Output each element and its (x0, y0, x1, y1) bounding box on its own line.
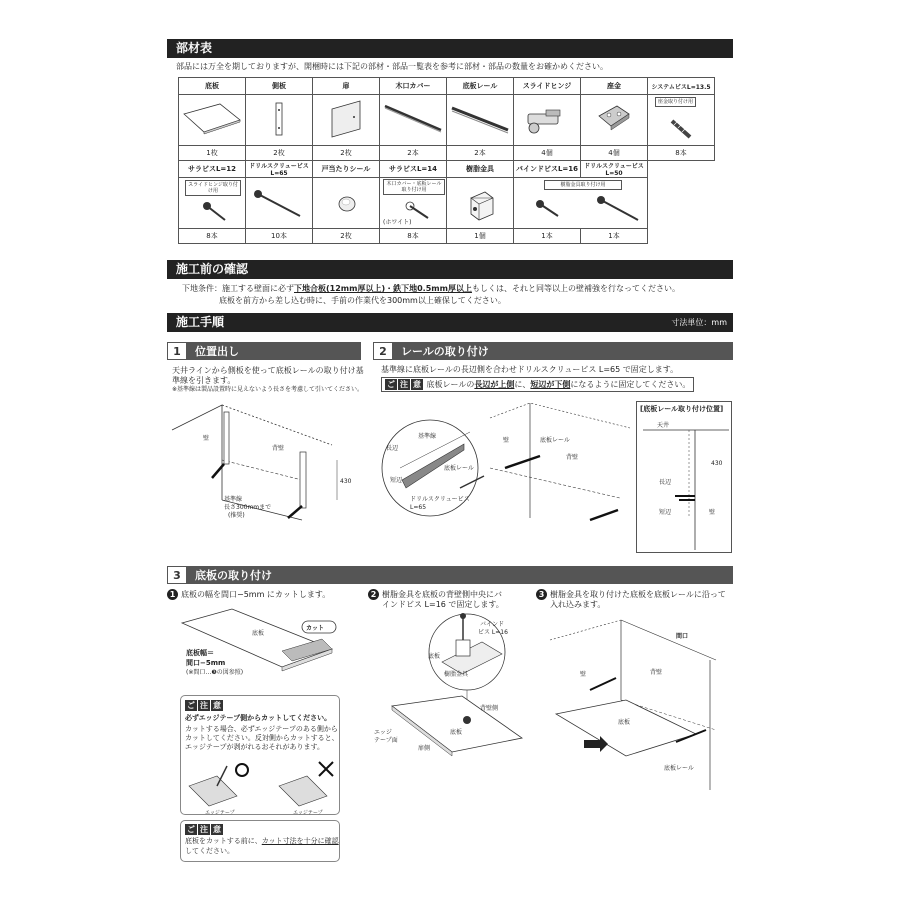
step-number: 2 (373, 342, 393, 360)
part-qty: 1本 (581, 229, 648, 244)
sub-step-text: 樹脂金具を取り付けた底板を底板レールに沿って (550, 590, 726, 599)
sub-step-text: 樹脂金具を底板の背壁側中央にバ (382, 590, 502, 599)
parts-qty-row-2 (179, 229, 715, 244)
parts-header-row-2 (179, 161, 715, 178)
part-qty: 2枚 (246, 146, 313, 161)
rail-position-title: [底板レール取り付け位置] (640, 405, 724, 413)
sub-step-text: 底板の幅を間口−5mm にカットします。 (181, 590, 331, 599)
part-note: 木口カバー・底板レール取り付け用 (383, 179, 445, 195)
part-image (179, 95, 246, 146)
precheck-header (167, 260, 733, 279)
label-wall: 壁 (203, 435, 210, 442)
rail-position-box (636, 401, 732, 553)
step-3-3-diagram (546, 620, 726, 800)
caution-chip: 注 (200, 701, 208, 710)
label-edge-tape: エッジテープ (205, 810, 235, 816)
side-panel-icon (270, 100, 290, 140)
label-wall: 壁 (580, 671, 587, 678)
part-image (246, 178, 313, 229)
step-number: 3 (167, 566, 187, 584)
step-3-sub-2-cont: インドビス L=16 で固定します。 (382, 600, 504, 609)
caution-body: エッジテープが剥がれるおそれがあります。 (185, 743, 324, 751)
label-width-value: 間口−5mm (186, 659, 226, 667)
caution-chips (185, 824, 224, 835)
part-image (246, 95, 313, 146)
sub-step-number: 2 (368, 589, 379, 600)
part-shared-note: 樹脂金具取り付け用 (544, 180, 622, 190)
label-base-line: 基準線 (418, 433, 437, 440)
caution-emphasis: カット寸法を十分に確認 (261, 837, 339, 845)
drill-screw-icon (252, 184, 308, 224)
part-name: サラビスL=14 (380, 161, 447, 178)
label-bind-screw: ビス L=16 (478, 629, 508, 636)
label-rail-2: 底板レール (540, 437, 570, 444)
caution-chips (185, 700, 224, 711)
part-sub: (ホワイト) (383, 219, 412, 226)
bind-screw-icon (534, 196, 564, 222)
part-image (447, 95, 514, 146)
part-image (380, 95, 447, 146)
step-1-header (167, 342, 361, 360)
label-screw: ドリルスクリュービス (410, 496, 470, 503)
step-title: 位置出し (195, 345, 239, 358)
label-board: 底板 (618, 719, 631, 726)
parts-image-row-1 (179, 95, 715, 146)
label-dimension: 430 (340, 478, 352, 485)
shelf-board-icon (182, 100, 242, 140)
label-edge-tape: エッジテープ (293, 810, 323, 816)
label-width-ref: (※間口…❸の図参照) (186, 669, 244, 676)
step-3-2-diagram (372, 612, 532, 772)
label-edge-tape: エッジ (374, 729, 392, 736)
label-rail: 底板レール (444, 465, 474, 472)
step-3-sub-3-cont: 入れ込みます。 (550, 600, 606, 609)
system-screw-icon (668, 113, 698, 143)
label-wall: 壁 (709, 509, 716, 516)
procedure-header (167, 313, 733, 332)
label-long-side: 長辺 (659, 479, 672, 486)
caution-chip: ご (387, 380, 395, 389)
label-board: 底板 (428, 653, 441, 660)
part-qty: 2枚 (313, 229, 380, 244)
resin-bracket-icon (467, 188, 497, 220)
caution-text: 底板レールの (426, 380, 475, 389)
part-qty: 8本 (380, 229, 447, 244)
part-qty: 4個 (514, 146, 581, 161)
part-image (313, 178, 380, 229)
caution-body (185, 837, 339, 846)
part-note: 座金取り付け用 (655, 97, 696, 107)
part-image (447, 178, 514, 229)
part-image (514, 178, 648, 229)
caution-chip: 意 (213, 825, 221, 834)
drill-screw-short-icon (596, 194, 646, 228)
sub-step-number: 1 (167, 589, 178, 600)
caution-body: してください。 (185, 847, 234, 855)
label-wall: 壁 (503, 437, 510, 444)
part-name: バインドビスL=16 (514, 161, 581, 178)
label-opening: 間口 (676, 633, 689, 640)
precheck-emphasis: 下地合板(12mm厚以上)・鉄下地0.5mm厚以上 (294, 284, 472, 293)
part-name: ドリルスクリュービスL=50 (581, 161, 648, 178)
part-image (514, 95, 581, 146)
label-door-side: 扉側 (418, 745, 431, 752)
procedure-title: 施工手順 (176, 315, 225, 329)
part-note: スライドヒンジ取り付け用 (185, 180, 241, 196)
edge-tape-diagram (187, 756, 337, 816)
caution-text: に、 (514, 380, 531, 389)
caution-chip: 注 (400, 380, 408, 389)
part-qty: 4個 (581, 146, 648, 161)
label-board-2: 底板 (450, 729, 463, 736)
parts-table (178, 77, 715, 244)
step-3-1-diagram (172, 605, 342, 695)
caution-body: カットする場合、必ずエッジテープのある側から (185, 725, 338, 733)
door-icon (327, 99, 367, 141)
part-name: 底板レール (447, 78, 514, 95)
precheck-line-2: 底板を前方から差し込む時に、手前の作業代を300mm以上確保してください。 (219, 296, 506, 305)
caution-chip: 意 (413, 380, 421, 389)
edge-cover-icon (383, 100, 445, 140)
step-1-diagram (172, 400, 362, 530)
part-name: 樹脂金具 (447, 161, 514, 178)
label-ceiling: 天井 (657, 422, 670, 429)
part-name: 側板 (246, 78, 313, 95)
step-1-text: 天井ラインから側板を使って底板レールの取り付け基 (172, 366, 364, 375)
step-3-header (167, 566, 733, 584)
label-short-side: 短辺 (390, 477, 403, 484)
caution-heading: 必ずエッジテープ側からカットしてください。 (185, 714, 332, 722)
label-dimension: 430 (711, 460, 723, 467)
caution-chip: ご (187, 825, 195, 834)
step-title: レールの取り付け (401, 345, 489, 358)
part-image (179, 178, 246, 229)
part-qty: 8本 (648, 146, 715, 161)
label-bind: バインド (480, 621, 505, 628)
part-qty: 1本 (514, 229, 581, 244)
caution-text: 底板をカットする前に、 (185, 837, 262, 845)
caution-emphasis: 短辺が下側 (530, 380, 571, 389)
step-2-header (373, 342, 733, 360)
label-cut: カット (306, 625, 324, 632)
label-short-side: 短辺 (659, 509, 672, 516)
parts-qty-row-1 (179, 146, 715, 161)
part-name: ドリルスクリュービスL=65 (246, 161, 313, 178)
label-base-line: 基準線 (224, 496, 243, 503)
washer-plate-icon (595, 100, 635, 140)
step-title: 底板の取り付け (195, 569, 272, 582)
part-qty: 2枚 (313, 146, 380, 161)
parts-header-row-1 (179, 78, 715, 95)
precheck-title: 施工前の確認 (176, 262, 249, 276)
step-1-text: 準線を引きます。 (172, 376, 236, 385)
label-long-side: 長辺 (386, 445, 399, 452)
part-qty: 1枚 (179, 146, 246, 161)
label-back-wall: 背壁 (650, 669, 663, 676)
part-image (648, 95, 715, 146)
label-bracket: 樹脂金具 (444, 671, 469, 678)
part-qty: 2本 (380, 146, 447, 161)
part-qty: 1個 (447, 229, 514, 244)
unit-label: 寸法単位：mm (671, 318, 727, 327)
label-rail: 底板レール (664, 765, 694, 772)
caution-chip: 意 (213, 701, 221, 710)
part-image (581, 95, 648, 146)
label-back-wall: 背壁 (272, 445, 285, 452)
label-edge-tape-face: テープ面 (374, 737, 398, 744)
step-2-caution (381, 377, 694, 392)
step-1-note: ※基準線は製品設置時に見えないよう長さを考慮して引いてください。 (172, 386, 364, 393)
precheck-text: もしくは、それと同等以上の壁補強を行なってください。 (471, 284, 680, 293)
caution-body: カットしてください。反対側からカットすると、 (185, 734, 339, 742)
parts-image-row-2 (179, 178, 715, 229)
parts-list-header (167, 39, 733, 58)
part-image (380, 178, 447, 229)
part-name: 底板 (179, 78, 246, 95)
part-name: サラビスL=12 (179, 161, 246, 178)
part-name: 扉 (313, 78, 380, 95)
door-stop-seal-icon (333, 190, 363, 220)
precheck-text: 下地条件：施工する壁面に必ず (182, 284, 294, 293)
part-name: 木口カバー (380, 78, 447, 95)
label-back-wall: 背壁 (566, 454, 579, 461)
label-back-side: 背壁側 (480, 705, 499, 712)
step-2-diagram (380, 398, 630, 558)
part-name: スライドヒンジ (514, 78, 581, 95)
precheck-line-1 (182, 283, 680, 294)
label-board: 底板 (252, 630, 265, 637)
label-recommended: (推奨) (228, 512, 245, 519)
caution-box-1 (180, 695, 340, 815)
part-name: 戸当たりシール (313, 161, 380, 178)
part-qty: 2本 (447, 146, 514, 161)
step-2-text: 基準線に底板レールの長辺側を合わせドリルスクリュービス L=65 で固定します。 (381, 365, 679, 374)
part-name: システムビスL=13.5 (648, 78, 715, 95)
caution-chip: 注 (200, 825, 208, 834)
part-image (313, 95, 380, 146)
label-length: 長さ300mmまで (224, 504, 272, 511)
label-width: 底板幅＝ (186, 649, 214, 657)
rail-icon (450, 100, 512, 140)
label-screw-length: L=65 (410, 504, 427, 511)
caution-chip: ご (187, 701, 195, 710)
caution-emphasis: 長辺が上側 (474, 380, 515, 389)
part-qty: 10本 (246, 229, 313, 244)
flat-screw-icon (201, 198, 231, 226)
part-qty: 8本 (179, 229, 246, 244)
step-3-sub-1 (167, 589, 330, 600)
caution-text: になるように固定してください。 (570, 380, 691, 389)
part-name: 座金 (581, 78, 648, 95)
parts-intro: 部品には万全を期しておりますが、開梱時には下記の部材・部品一覧表を参考に部材・部品の数量をお確かめください。 (176, 62, 608, 71)
slide-hinge-icon (522, 100, 572, 140)
empty-cell (648, 161, 715, 244)
caution-box-2 (180, 820, 340, 862)
parts-list-title: 部材表 (176, 41, 213, 55)
rail-position-diagram (639, 420, 729, 550)
sub-step-number: 3 (536, 589, 547, 600)
step-number: 1 (167, 342, 187, 360)
